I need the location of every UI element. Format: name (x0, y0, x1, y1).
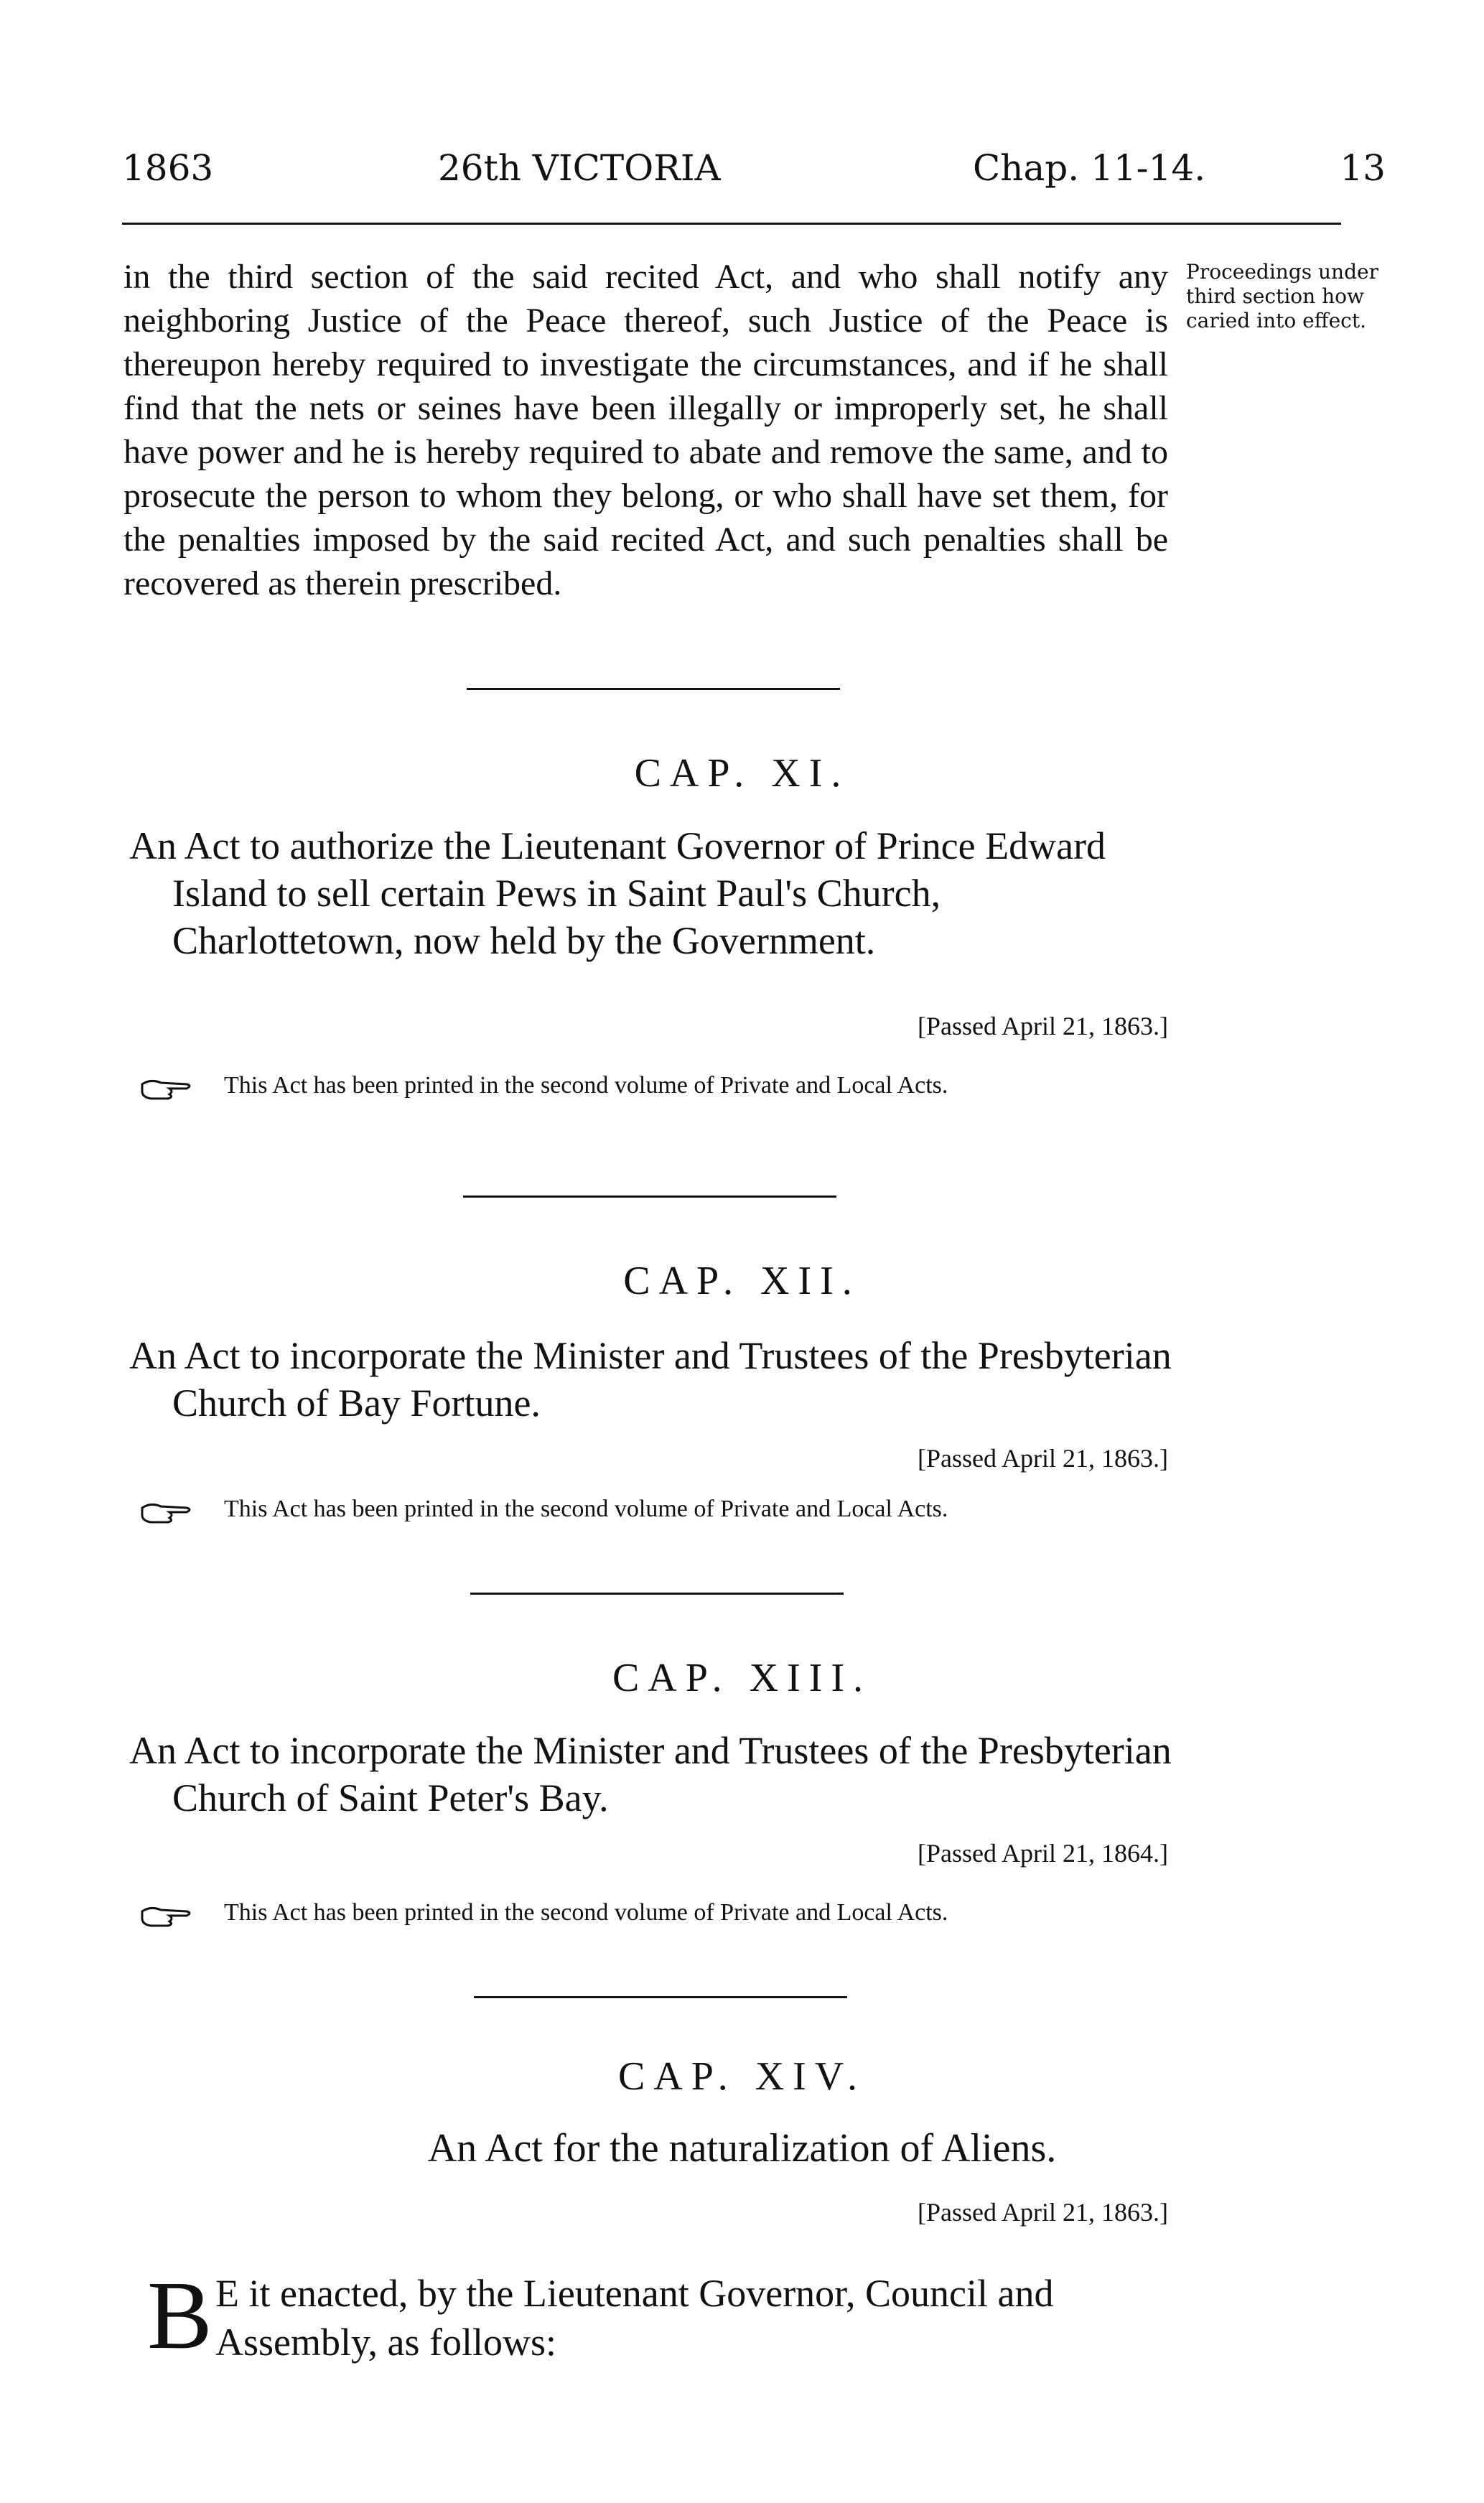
act-title (129, 1332, 1181, 1427)
act-title (129, 1727, 1181, 1822)
passed-date: [Passed April 21, 1863.] (918, 1444, 1168, 1473)
cap-heading: CAP. XI. (634, 751, 850, 796)
publication-note: This Act has been printed in the second volume of Private and Local Acts. (224, 1899, 948, 1926)
cap-heading: CAP. XIV. (617, 2054, 867, 2099)
passed-date: [Passed April 21, 1863.] (918, 2198, 1168, 2227)
drop-cap: B (147, 2262, 213, 2369)
divider-rule (463, 1195, 836, 1198)
divider-rule (474, 1996, 847, 1998)
passed-date: [Passed April 21, 1863.] (918, 1012, 1168, 1040)
passed-date: [Passed April 21, 1864.] (918, 1839, 1168, 1868)
divider-rule (467, 688, 840, 690)
divider-rule (470, 1593, 844, 1595)
cap-heading: CAP. XIII. (612, 1656, 872, 1700)
header-chapters: Chap. 11-14. (973, 147, 1206, 189)
section-paragraph: in the third section of the said recited Act, and who shall notify any neighboring Justice of the Peace thereof, such Justice of the Peace is thereupon hereby required to investigate the circumstances, and if he shall find that the nets or seines have been illegally or improperly set, he shall have power and he is hereby required to abate and remove the same, and to prosecute the person to whom they belong, or who shall have set them, for the penalties imposed by the said recited Act, and such penalties shall be recovered as therein prescribed. (123, 258, 1168, 602)
header-title: 26th VICTORIA (438, 147, 721, 189)
header-rule (122, 223, 1341, 225)
running-header (122, 147, 1386, 197)
header-year: 1863 (122, 147, 214, 189)
act-title: An Act for the naturalization of Aliens. (427, 2126, 1057, 2171)
act-title-text: An Act to incorporate the Minister and Trustees of the Presbyterian Church of Saint Peter's Bay. (129, 1729, 1172, 1819)
act-title-text: An Act to authorize the Lieutenant Governor of Prince Edward Island to sell certain Pews in Saint Paul's Church, Charlottetown, now held by the Government. (129, 824, 1106, 962)
act-title (129, 822, 1181, 964)
cap-heading: CAP. XII. (623, 1259, 861, 1303)
enactment-text: E it enacted, by the Lieutenant Governor, Council and Assembly, as follows: (215, 2272, 1054, 2364)
act-title-text: An Act to incorporate the Minister and Trustees of the Presbyterian Church of Bay Fortune. (129, 1334, 1172, 1425)
publication-note: This Act has been printed in the second volume of Private and Local Acts. (224, 1072, 948, 1099)
publication-note: This Act has been printed in the second volume of Private and Local Acts. (224, 1496, 948, 1522)
marginal-note: Proceedings under third section how caried into effect. (1186, 260, 1378, 332)
header-page-number: 13 (1340, 147, 1386, 189)
